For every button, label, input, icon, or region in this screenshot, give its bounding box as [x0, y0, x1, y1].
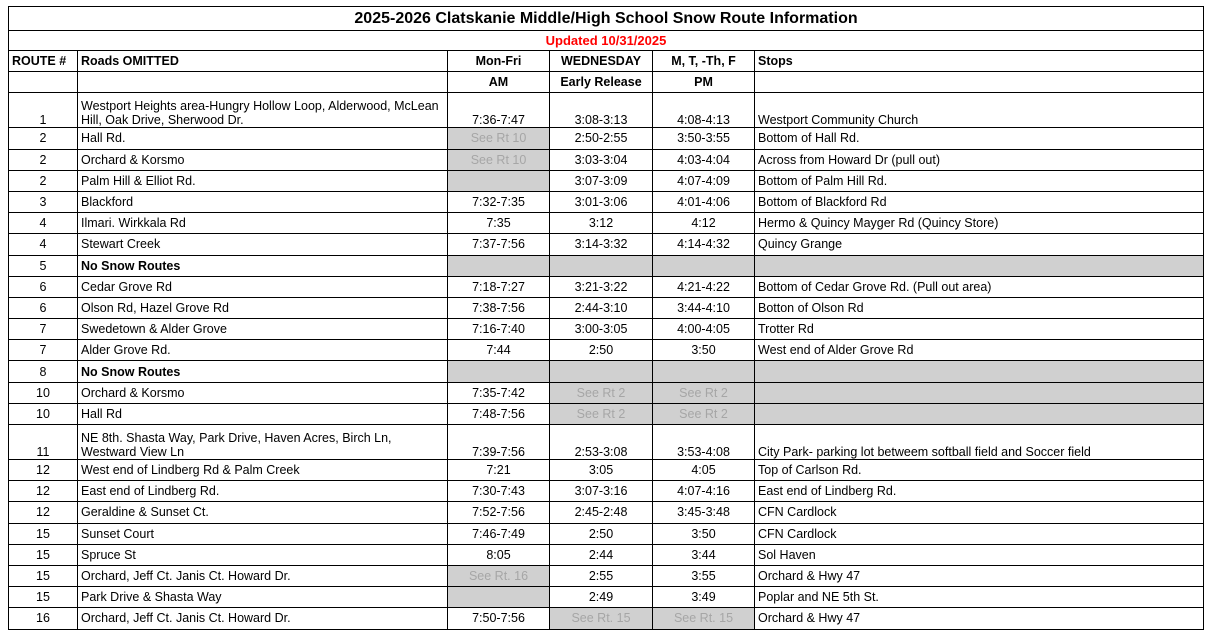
table-row	[9, 460, 1204, 481]
pm-time-cell: 4:12	[653, 213, 755, 234]
stops-cell: Trotter Rd	[755, 319, 1204, 340]
roads-cell: Blackford	[78, 191, 448, 212]
pm-time-cell: 4:05	[653, 460, 755, 481]
table-row	[9, 565, 1204, 586]
wed-time-cell: 2:49	[550, 587, 653, 608]
pm-time-cell: 3:49	[653, 587, 755, 608]
route-cell: 3	[9, 191, 78, 212]
pm-time-cell: See Rt 2	[653, 403, 755, 424]
table-row	[9, 170, 1204, 191]
table-row	[9, 149, 1204, 170]
pm-time-cell: 4:21-4:22	[653, 276, 755, 297]
stops-cell: West end of Alder Grove Rd	[755, 340, 1204, 361]
roads-cell: Geraldine & Sunset Ct.	[78, 502, 448, 523]
route-cell: 11	[9, 425, 78, 460]
route-cell: 8	[9, 361, 78, 382]
stops-cell: CFN Cardlock	[755, 502, 1204, 523]
wed-time-cell	[550, 255, 653, 276]
stops-cell: City Park- parking lot betweem softball field and Soccer field	[755, 425, 1204, 460]
stops-cell: CFN Cardlock	[755, 523, 1204, 544]
route-cell: 12	[9, 502, 78, 523]
header-pm-bottom: PM	[653, 72, 755, 93]
route-cell: 15	[9, 565, 78, 586]
am-time-cell	[448, 170, 550, 191]
route-cell: 10	[9, 403, 78, 424]
stops-cell: Westport Community Church	[755, 93, 1204, 128]
am-time-cell: 7:38-7:56	[448, 297, 550, 318]
route-cell: 2	[9, 149, 78, 170]
wed-time-cell: 2:50-2:55	[550, 128, 653, 149]
pm-time-cell: 3:50-3:55	[653, 128, 755, 149]
table-row	[9, 213, 1204, 234]
table-row	[9, 523, 1204, 544]
pm-time-cell: 3:55	[653, 565, 755, 586]
table-row	[9, 191, 1204, 212]
table-row	[9, 403, 1204, 424]
am-time-cell: 7:39-7:56	[448, 425, 550, 460]
am-time-cell: 7:35	[448, 213, 550, 234]
wed-time-cell: 2:50	[550, 523, 653, 544]
am-time-cell: 7:16-7:40	[448, 319, 550, 340]
wed-time-cell: See Rt. 15	[550, 608, 653, 629]
route-cell: 16	[9, 608, 78, 629]
pm-time-cell: 4:08-4:13	[653, 93, 755, 128]
am-time-cell: 7:44	[448, 340, 550, 361]
roads-cell: Swedetown & Alder Grove	[78, 319, 448, 340]
am-time-cell: See Rt 10	[448, 128, 550, 149]
stops-cell: Bottom of Hall Rd.	[755, 128, 1204, 149]
pm-time-cell: 3:53-4:08	[653, 425, 755, 460]
roads-cell: East end of Lindberg Rd.	[78, 481, 448, 502]
header-stops: Stops	[755, 51, 1204, 72]
stops-cell: Quincy Grange	[755, 234, 1204, 255]
pm-time-cell	[653, 255, 755, 276]
page-title: 2025-2026 Clatskanie Middle/High School Snow Route Information	[9, 7, 1204, 31]
pm-time-cell: 4:01-4:06	[653, 191, 755, 212]
pm-time-cell: 3:45-3:48	[653, 502, 755, 523]
stops-cell: Top of Carlson Rd.	[755, 460, 1204, 481]
pm-time-cell: 3:50	[653, 340, 755, 361]
pm-time-cell: 3:50	[653, 523, 755, 544]
stops-cell: Bottom of Palm Hill Rd.	[755, 170, 1204, 191]
am-time-cell: 7:21	[448, 460, 550, 481]
am-time-cell: 7:46-7:49	[448, 523, 550, 544]
am-time-cell: 7:32-7:35	[448, 191, 550, 212]
route-cell: 1	[9, 93, 78, 128]
table-row	[9, 297, 1204, 318]
am-time-cell: 7:18-7:27	[448, 276, 550, 297]
roads-cell: West end of Lindberg Rd & Palm Creek	[78, 460, 448, 481]
pm-time-cell: See Rt 2	[653, 382, 755, 403]
wed-time-cell: 3:07-3:09	[550, 170, 653, 191]
route-cell: 15	[9, 523, 78, 544]
header-roads-blank	[78, 72, 448, 93]
roads-cell: Alder Grove Rd.	[78, 340, 448, 361]
route-cell: 7	[9, 319, 78, 340]
wed-time-cell: 3:00-3:05	[550, 319, 653, 340]
stops-cell: Across from Howard Dr (pull out)	[755, 149, 1204, 170]
header-route: ROUTE #	[9, 51, 78, 72]
table-row	[9, 382, 1204, 403]
wed-time-cell: 3:12	[550, 213, 653, 234]
roads-cell: Park Drive & Shasta Way	[78, 587, 448, 608]
stops-cell: Orchard & Hwy 47	[755, 608, 1204, 629]
am-time-cell: See Rt. 16	[448, 565, 550, 586]
stops-cell	[755, 382, 1204, 403]
pm-time-cell: 3:44-4:10	[653, 297, 755, 318]
wed-time-cell: 2:55	[550, 565, 653, 586]
wed-time-cell: 2:50	[550, 340, 653, 361]
route-cell: 4	[9, 234, 78, 255]
route-cell: 6	[9, 276, 78, 297]
roads-cell: NE 8th. Shasta Way, Park Drive, Haven Acres, Birch Ln, Westward View Ln	[78, 425, 448, 460]
table-row	[9, 319, 1204, 340]
header-roads: Roads OMITTED	[78, 51, 448, 72]
am-time-cell	[448, 361, 550, 382]
pm-time-cell: See Rt. 15	[653, 608, 755, 629]
route-cell: 10	[9, 382, 78, 403]
roads-cell: No Snow Routes	[78, 361, 448, 382]
table-row	[9, 481, 1204, 502]
roads-cell: Hall Rd.	[78, 128, 448, 149]
wed-time-cell: 3:21-3:22	[550, 276, 653, 297]
wed-time-cell: 3:01-3:06	[550, 191, 653, 212]
roads-cell: No Snow Routes	[78, 255, 448, 276]
roads-cell: Westport Heights area-Hungry Hollow Loop, Alderwood, McLean Hill, Oak Drive, Sherwood Dr.	[78, 93, 448, 128]
table-row	[9, 361, 1204, 382]
roads-cell: Orchard, Jeff Ct. Janis Ct. Howard Dr.	[78, 608, 448, 629]
wed-time-cell: 3:05	[550, 460, 653, 481]
route-cell: 4	[9, 213, 78, 234]
am-time-cell: 7:35-7:42	[448, 382, 550, 403]
pm-time-cell	[653, 361, 755, 382]
header-wed-bottom: Early Release	[550, 72, 653, 93]
stops-cell: Orchard & Hwy 47	[755, 565, 1204, 586]
pm-time-cell: 4:07-4:09	[653, 170, 755, 191]
header-am-top: Mon-Fri	[448, 51, 550, 72]
stops-cell	[755, 403, 1204, 424]
header-stops-blank	[755, 72, 1204, 93]
wed-time-cell: 2:44-3:10	[550, 297, 653, 318]
route-cell: 7	[9, 340, 78, 361]
snow-route-table	[8, 6, 1204, 630]
route-cell: 5	[9, 255, 78, 276]
roads-cell: Cedar Grove Rd	[78, 276, 448, 297]
stops-cell: Botton of Olson Rd	[755, 297, 1204, 318]
pm-time-cell: 4:07-4:16	[653, 481, 755, 502]
table-row	[9, 608, 1204, 629]
stops-cell: Poplar and NE 5th St.	[755, 587, 1204, 608]
stops-cell: Sol Haven	[755, 544, 1204, 565]
wed-time-cell: 3:08-3:13	[550, 93, 653, 128]
pm-time-cell: 4:00-4:05	[653, 319, 755, 340]
header-am-bottom: AM	[448, 72, 550, 93]
table-row	[9, 255, 1204, 276]
am-time-cell: See Rt 10	[448, 149, 550, 170]
roads-cell: Orchard & Korsmo	[78, 149, 448, 170]
table-row	[9, 587, 1204, 608]
wed-time-cell: 3:03-3:04	[550, 149, 653, 170]
pm-time-cell: 4:03-4:04	[653, 149, 755, 170]
table-row	[9, 276, 1204, 297]
roads-cell: Hall Rd	[78, 403, 448, 424]
roads-cell: Sunset Court	[78, 523, 448, 544]
am-time-cell: 7:50-7:56	[448, 608, 550, 629]
stops-cell: Bottom of Blackford Rd	[755, 191, 1204, 212]
wed-time-cell: 3:07-3:16	[550, 481, 653, 502]
wed-time-cell: 2:45-2:48	[550, 502, 653, 523]
am-time-cell	[448, 255, 550, 276]
am-time-cell: 7:30-7:43	[448, 481, 550, 502]
wed-time-cell: See Rt 2	[550, 382, 653, 403]
roads-cell: Stewart Creek	[78, 234, 448, 255]
pm-time-cell: 3:44	[653, 544, 755, 565]
table-row	[9, 93, 1204, 128]
header-route-blank	[9, 72, 78, 93]
roads-cell: Palm Hill & Elliot Rd.	[78, 170, 448, 191]
pm-time-cell: 4:14-4:32	[653, 234, 755, 255]
table-row	[9, 340, 1204, 361]
table-row	[9, 234, 1204, 255]
stops-cell: Bottom of Cedar Grove Rd. (Pull out area)	[755, 276, 1204, 297]
am-time-cell: 7:37-7:56	[448, 234, 550, 255]
am-time-cell: 7:52-7:56	[448, 502, 550, 523]
table-row	[9, 425, 1204, 460]
wed-time-cell: See Rt 2	[550, 403, 653, 424]
stops-cell: East end of Lindberg Rd.	[755, 481, 1204, 502]
route-cell: 15	[9, 587, 78, 608]
updated-date: Updated 10/31/2025	[9, 31, 1204, 51]
stops-cell	[755, 361, 1204, 382]
route-cell: 2	[9, 170, 78, 191]
roads-cell: Orchard, Jeff Ct. Janis Ct. Howard Dr.	[78, 565, 448, 586]
route-cell: 12	[9, 460, 78, 481]
stops-cell	[755, 255, 1204, 276]
am-time-cell: 7:48-7:56	[448, 403, 550, 424]
roads-cell: Olson Rd, Hazel Grove Rd	[78, 297, 448, 318]
route-cell: 12	[9, 481, 78, 502]
wed-time-cell: 3:14-3:32	[550, 234, 653, 255]
table-row	[9, 544, 1204, 565]
route-cell: 15	[9, 544, 78, 565]
header-wed-top: WEDNESDAY	[550, 51, 653, 72]
roads-cell: Orchard & Korsmo	[78, 382, 448, 403]
am-time-cell: 8:05	[448, 544, 550, 565]
am-time-cell	[448, 587, 550, 608]
wed-time-cell: 2:53-3:08	[550, 425, 653, 460]
route-cell: 2	[9, 128, 78, 149]
wed-time-cell: 2:44	[550, 544, 653, 565]
stops-cell: Hermo & Quincy Mayger Rd (Quincy Store)	[755, 213, 1204, 234]
roads-cell: Ilmari. Wirkkala Rd	[78, 213, 448, 234]
table-row	[9, 128, 1204, 149]
route-cell: 6	[9, 297, 78, 318]
header-pm-top: M, T, -Th, F	[653, 51, 755, 72]
am-time-cell: 7:36-7:47	[448, 93, 550, 128]
roads-cell: Spruce St	[78, 544, 448, 565]
wed-time-cell	[550, 361, 653, 382]
table-row	[9, 502, 1204, 523]
